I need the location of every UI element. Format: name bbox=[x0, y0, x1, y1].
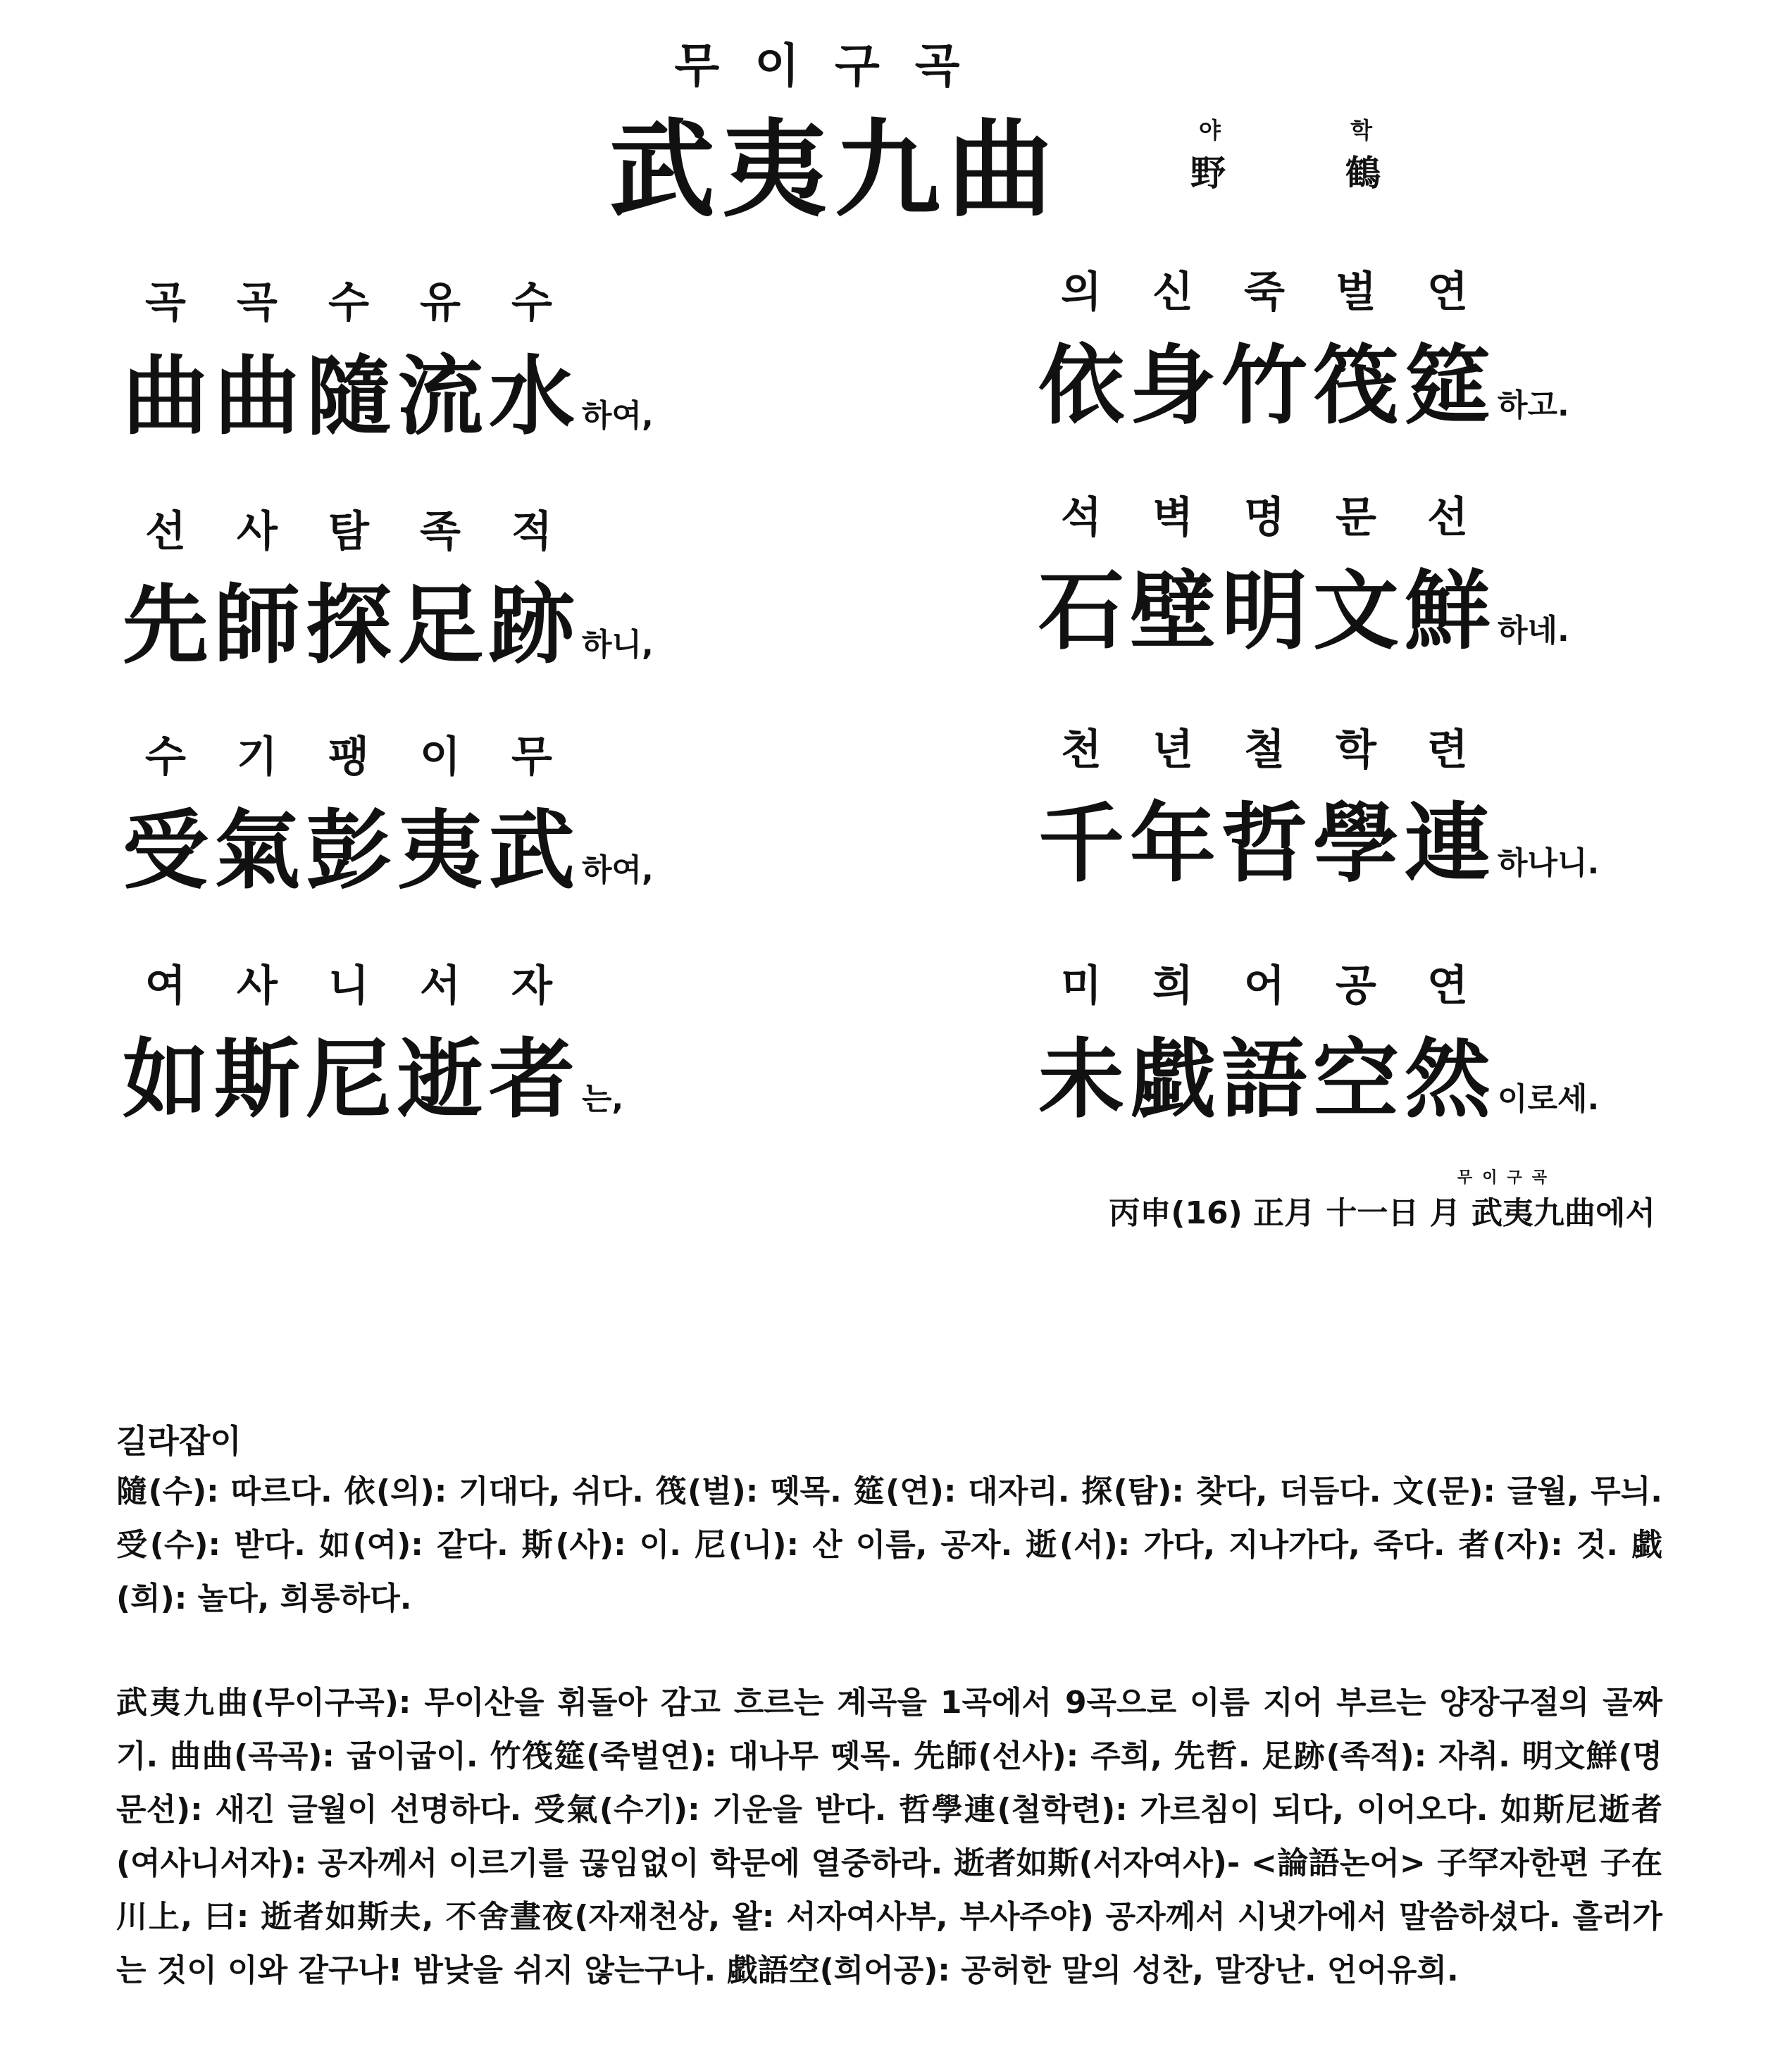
ruby-char: 년 bbox=[1152, 725, 1193, 775]
verse-4 bbox=[1035, 486, 1569, 666]
hanja-char: 鮮 bbox=[1405, 560, 1491, 661]
ruby-char: 신 bbox=[1152, 268, 1193, 317]
hanja-char: 斯 bbox=[214, 1028, 300, 1130]
verse-hanja bbox=[1035, 317, 1493, 440]
ruby-char: 무 bbox=[511, 732, 552, 782]
verse-3 bbox=[120, 500, 654, 680]
ruby-char: 연 bbox=[1427, 961, 1468, 1011]
verse-2 bbox=[1035, 261, 1569, 440]
ruby-char: 곡 bbox=[237, 278, 278, 328]
hanja-char: 筵 bbox=[1405, 335, 1491, 436]
hanja-char: 跡 bbox=[489, 574, 575, 675]
ruby-char: 족 bbox=[420, 507, 461, 556]
verse-1 bbox=[120, 271, 654, 451]
notes-explanation: 武夷九曲(무이구곡): 무이산을 휘돌아 감고 흐르는 계곡을 1곡에서 9곡으로 이름 지어 부르는 양장구절의 골짜기. 曲曲(곡곡): 굽이굽이. 竹筏筵(죽벌연): 대나무 뗏목. 先師(선사): 주희, 先哲. 足跡(족적): 자취. 明文鮮(명문선): 새긴 글월이 선명하다. 受氣(수기): 기운을 받다. 哲學連(철학련): 가르침이 되다, 이어오다. 如斯尼逝者(여사니서자): 공자께서 이르기를 끊임없이 학문에 열중하라. 逝者如斯(서자여사)- <論語논어> 子罕자한편 子在川上, 曰: 逝者如斯夫, 不舍晝夜(자재천상, 왈: 서자여사부, 부사주야) 공자께서 시냇가에서 말씀하셨다. 흘러가는 것이 이와 같구나! 밤낮을 쉬지 않는구나. 戱語空(희어공): 공허한 말의 성찬, 말장난. 언어유희. bbox=[116, 1685, 1662, 1988]
hanja-char: 隨 bbox=[306, 345, 392, 447]
hanja-char: 尼 bbox=[306, 1028, 392, 1130]
verse-7 bbox=[120, 954, 623, 1134]
hanja-char: 身 bbox=[1130, 335, 1216, 436]
ruby-char: 적 bbox=[511, 507, 552, 556]
hanja-char: 語 bbox=[1221, 1028, 1307, 1130]
verse-ruby bbox=[1035, 954, 1599, 1011]
ruby-char: 명 bbox=[1244, 493, 1285, 542]
author-ruby bbox=[1190, 113, 1381, 145]
ruby-char: 사 bbox=[237, 507, 278, 556]
hanja-char: 筏 bbox=[1313, 335, 1399, 436]
ruby-char: 곡 bbox=[145, 278, 186, 328]
ruby-char: 의 bbox=[1061, 268, 1102, 317]
ruby-char: 수 bbox=[511, 278, 552, 328]
verse-hanja bbox=[120, 1011, 578, 1134]
date-text: 丙申(16) 正月 十一日 月 武夷九曲에서 bbox=[1109, 1195, 1655, 1231]
verse-8 bbox=[1035, 954, 1599, 1134]
ruby-char: 희 bbox=[1152, 961, 1193, 1011]
hanja-char: 戱 bbox=[1130, 1028, 1216, 1130]
ruby-char: 연 bbox=[1427, 268, 1468, 317]
hanja-char: 學 bbox=[1313, 792, 1399, 894]
hanja-char: 空 bbox=[1313, 1028, 1399, 1130]
ruby-char: 벌 bbox=[1336, 268, 1376, 317]
ruby-char: 여 bbox=[145, 961, 186, 1011]
verse-line bbox=[120, 328, 654, 451]
hanja-char: 流 bbox=[397, 345, 483, 447]
hanja-char: 壁 bbox=[1130, 560, 1216, 661]
ruby-char: 천 bbox=[1061, 725, 1102, 775]
verse-suffix: 하네. bbox=[1498, 613, 1569, 649]
ruby-char: 사 bbox=[237, 961, 278, 1011]
hanja-char: 氣 bbox=[214, 799, 300, 901]
hanja-char: 足 bbox=[397, 574, 483, 675]
hanja-char: 千 bbox=[1038, 792, 1124, 894]
verse-line bbox=[1035, 775, 1599, 898]
ruby-char: 미 bbox=[1061, 961, 1102, 1011]
ruby-char: 벽 bbox=[1152, 493, 1193, 542]
hanja-char: 未 bbox=[1038, 1028, 1124, 1130]
ruby-char: 선 bbox=[1427, 493, 1468, 542]
hanja-char: 水 bbox=[489, 345, 575, 447]
verse-ruby bbox=[120, 954, 623, 1011]
ruby-char: 서 bbox=[420, 961, 461, 1011]
verse-line bbox=[120, 782, 654, 905]
verse-suffix: 는, bbox=[582, 1081, 624, 1117]
verse-hanja bbox=[120, 328, 578, 451]
ruby-char: 문 bbox=[1336, 493, 1376, 542]
ruby-char: 수 bbox=[328, 278, 369, 328]
author-char: 鶴 bbox=[1345, 152, 1381, 194]
verse-ruby bbox=[120, 500, 654, 556]
hanja-char: 文 bbox=[1313, 560, 1399, 661]
verse-suffix: 하나니. bbox=[1498, 845, 1600, 881]
hanja-char: 哲 bbox=[1221, 792, 1307, 894]
ruby-char: 탐 bbox=[328, 507, 369, 556]
verse-suffix: 하고. bbox=[1498, 387, 1569, 423]
ruby-char: 석 bbox=[1061, 493, 1102, 542]
hanja-char: 年 bbox=[1130, 792, 1216, 894]
verse-line bbox=[1035, 317, 1569, 440]
verse-ruby bbox=[120, 271, 654, 328]
hanja-char: 竹 bbox=[1221, 335, 1307, 436]
hanja-char: 先 bbox=[123, 574, 209, 675]
verse-line bbox=[1035, 1011, 1599, 1134]
ruby-char: 련 bbox=[1427, 725, 1468, 775]
author-ruby-char: 야 bbox=[1199, 117, 1221, 144]
hanja-char: 石 bbox=[1038, 560, 1124, 661]
ruby-char: 이 bbox=[420, 732, 461, 782]
author bbox=[1190, 113, 1381, 196]
verse-suffix: 이로세. bbox=[1498, 1081, 1600, 1117]
author-name bbox=[1190, 145, 1381, 196]
verse-5 bbox=[120, 725, 654, 905]
hanja-char: 師 bbox=[214, 574, 300, 675]
ruby-char: 자 bbox=[511, 961, 552, 1011]
ruby-char: 철 bbox=[1244, 725, 1285, 775]
verse-6 bbox=[1035, 718, 1599, 898]
hanja-char: 依 bbox=[1038, 335, 1124, 436]
hanja-char: 彭 bbox=[306, 799, 392, 901]
title-ruby: 무이구곡 bbox=[674, 39, 995, 93]
notes-heading: 길라잡이 bbox=[116, 1422, 242, 1460]
ruby-char: 니 bbox=[328, 961, 369, 1011]
date-line bbox=[1057, 1166, 1655, 1233]
ruby-char: 죽 bbox=[1244, 268, 1285, 317]
ruby-char: 학 bbox=[1336, 725, 1376, 775]
ruby-char: 선 bbox=[145, 507, 186, 556]
hanja-char: 探 bbox=[306, 574, 392, 675]
hanja-char: 受 bbox=[123, 799, 209, 901]
hanja-char: 然 bbox=[1405, 1028, 1491, 1130]
hanja-char: 如 bbox=[123, 1028, 209, 1130]
hanja-char: 武 bbox=[489, 799, 575, 901]
verse-hanja bbox=[1035, 542, 1493, 666]
verse-line bbox=[120, 556, 654, 680]
hanja-char: 連 bbox=[1405, 792, 1491, 894]
verse-ruby bbox=[1035, 261, 1569, 317]
notes-glossary: 隨(수): 따르다. 依(의): 기대다, 쉬다. 筏(벌): 뗏목. 筵(연): 대자리. 探(탐): 찾다, 더듬다. 文(문): 글월, 무늬. 受(수): 받다. 如(여): 같다. 斯(사): 이. 尼(니): 산 이름, 공자. 逝(서): 가다, 지나가다, 죽다. 者(자): 것. 戱(희): 놀다, 희롱하다. bbox=[116, 1473, 1662, 1616]
ruby-char: 기 bbox=[237, 732, 278, 782]
hanja-char: 曲 bbox=[123, 345, 209, 447]
verse-ruby bbox=[1035, 486, 1569, 542]
hanja-char: 夷 bbox=[397, 799, 483, 901]
verse-hanja bbox=[1035, 775, 1493, 898]
page-title: 武夷九曲 bbox=[609, 108, 1060, 232]
ruby-char: 어 bbox=[1244, 961, 1285, 1011]
hanja-char: 曲 bbox=[214, 345, 300, 447]
verse-ruby bbox=[1035, 718, 1599, 775]
hanja-char: 明 bbox=[1221, 560, 1307, 661]
date-ruby: 무이구곡 bbox=[1457, 1169, 1557, 1187]
verse-hanja bbox=[1035, 1011, 1493, 1134]
author-ruby-char: 학 bbox=[1350, 117, 1372, 144]
hanja-char: 逝 bbox=[397, 1028, 483, 1130]
ruby-char: 수 bbox=[145, 732, 186, 782]
author-char: 野 bbox=[1190, 152, 1226, 194]
ruby-char: 유 bbox=[420, 278, 461, 328]
verse-hanja bbox=[120, 782, 578, 905]
verse-line bbox=[1035, 542, 1569, 666]
verse-suffix: 하여, bbox=[582, 398, 654, 434]
verse-line bbox=[120, 1011, 623, 1134]
ruby-char: 공 bbox=[1336, 961, 1376, 1011]
hanja-char: 者 bbox=[489, 1028, 575, 1130]
verse-hanja bbox=[120, 556, 578, 680]
verse-ruby bbox=[120, 725, 654, 782]
ruby-char: 팽 bbox=[328, 732, 369, 782]
verse-suffix: 하여, bbox=[582, 852, 654, 888]
verse-suffix: 하니, bbox=[582, 627, 654, 663]
